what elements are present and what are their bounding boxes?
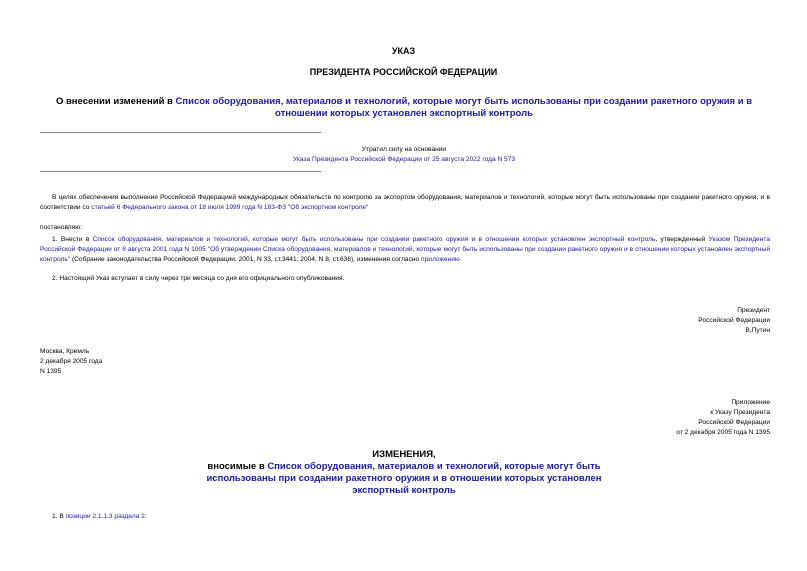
changes-heading bbox=[190, 449, 618, 497]
decree-word: постановляю: bbox=[40, 224, 83, 231]
heading-prefix: О внесении изменений в bbox=[55, 96, 176, 107]
item-2-paragraph: 2. Настоящий Указ вступает в силу через три месяца со дня его официального опубликования. bbox=[52, 275, 345, 282]
changes-title: ИЗМЕНЕНИЯ, bbox=[372, 449, 436, 460]
changes-item-1 bbox=[40, 512, 770, 522]
appendix-ref: к Указу Президента bbox=[710, 409, 770, 416]
signature-country: Российской Федерации bbox=[698, 317, 770, 324]
changes-item-1-suffix: : bbox=[144, 513, 147, 520]
position-2113-link[interactable]: позиции 2.1.1.3 раздела 2 bbox=[65, 513, 145, 520]
repeal-label: Утратил силу на основании bbox=[361, 146, 447, 153]
repeal-note bbox=[190, 145, 618, 165]
export-control-law-link[interactable]: статьей 6 Федерального закона от 18 июля 1999 года N 183-ФЗ "Об экспортном контроле" bbox=[91, 204, 369, 211]
preamble-text: В целях обеспечения выполнения Российской Федерацией международных обязательств по контролю за экспортом оборудования, материалов и технологий, которые могут быть использованы при создании ракетного оружия, и в соответствии со bbox=[40, 194, 770, 211]
appendix-date: от 2 декабря 2005 года N 1395 bbox=[676, 429, 770, 436]
changes-subtitle bbox=[190, 461, 618, 497]
appendix-block bbox=[676, 398, 770, 438]
signature-block bbox=[698, 306, 770, 336]
bottom-divider bbox=[40, 171, 321, 172]
item-1-text-b: , утвержденный bbox=[655, 236, 709, 243]
preamble-paragraph bbox=[40, 193, 770, 213]
item-1-decree-1005-link[interactable]: Указом Президента Российской Федерации от 8 августа 2001 года N 1005 "Об утверждении Списка оборудования, материалов и технологий, которые могут быть использованы при создании ракетного оружия и в отношении которых установлен экспортный контроль" bbox=[40, 236, 770, 263]
date: 2 декабря 2005 года bbox=[40, 358, 103, 365]
decree-heading bbox=[40, 96, 768, 120]
changes-prefix: вносимые в bbox=[207, 461, 268, 472]
changes-list-link[interactable]: Список оборудования, материалов и технологий, которые могут быть использованы при создании ракетного оружия и в отношении которых установлен экспортный контроль bbox=[206, 461, 602, 496]
item-1-text-d: . bbox=[459, 256, 462, 263]
decree-title: УКАЗ bbox=[391, 46, 416, 56]
place: Москва, Кремль bbox=[40, 348, 90, 355]
appendix-label: Приложение bbox=[731, 399, 770, 406]
top-divider bbox=[40, 132, 321, 133]
appendix-country: Российской Федерации bbox=[698, 419, 770, 426]
place-date-block bbox=[40, 347, 102, 377]
signature-name: В.Путин bbox=[745, 327, 770, 334]
signature-position: Президент bbox=[737, 307, 770, 314]
item-1-text-c: (Собрание законодательства Российской Федерации, 2001, N 33, ст.3441; 2004, N 8, ст.636), изменения согласно bbox=[70, 256, 422, 263]
item-1-paragraph bbox=[40, 235, 770, 265]
item-1-list-link[interactable]: Список оборудования, материалов и технологий, которые могут быть использованы при создании ракетного оружия и в отношении которых установлен экспортный контроль bbox=[92, 236, 656, 243]
item-1-appendix-link[interactable]: приложению bbox=[421, 256, 460, 263]
item-1-text-a: 1. Внести в bbox=[52, 236, 93, 243]
decree-number: N 1395 bbox=[40, 368, 62, 375]
changes-item-1-prefix: 1. В bbox=[52, 513, 66, 520]
decree-issuer: ПРЕЗИДЕНТА РОССИЙСКОЙ ФЕДЕРАЦИИ bbox=[309, 67, 498, 77]
repeal-decree-link[interactable]: Указа Президента Российской Федерации от 25 августа 2022 года N 573 bbox=[292, 156, 516, 163]
heading-list-link[interactable]: Список оборудования, материалов и технологий, которые могут быть использованы при создании ракетного оружия и в отношении которых установлен экспортный контроль bbox=[175, 96, 753, 119]
